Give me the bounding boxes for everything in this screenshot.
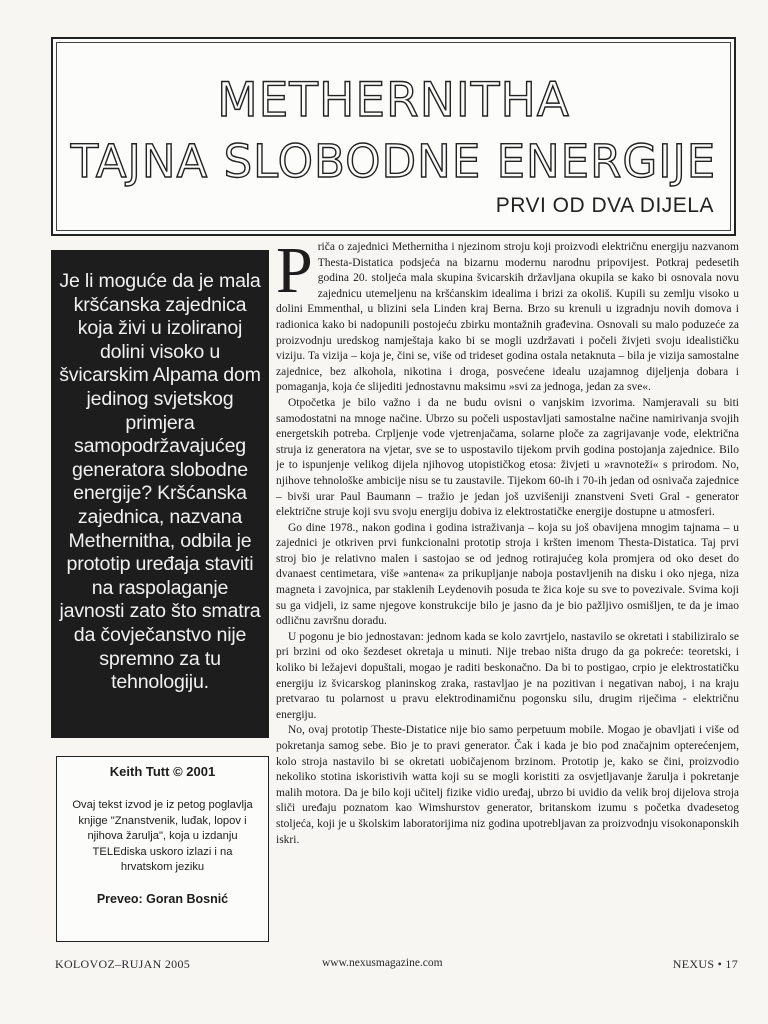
article-paragraph: No, ovaj prototip Theste-Distatice nije bio samo perpetuum mobile. Mogao je obavljati i više od pokretanja samog sebe. Bio je to pravi generator. Čak i kada je bio pod značajnim opterećenjem, kolo stroja nastavilo bi se okretati uobičajenom brzinom. Prototip je, kako se čini, proizvodio nekoliko stotina iskoristivih watta koji su se mogli koristiti za osvjetljavanje žarulja i pokretanje malih motora. Da je bilo koji učitelj fizike vidio uređaj, ubrzo bi uvidio da velik broj dijelova stroja sliči uređaju poznatom kao Wimshurstov generator, britanskom izumu s početka dvadesetog stoljeća, koji je u školskim laboratorijima niz godina upotrebljavan za proizvodnju visokonaponskih iskri.	[276, 724, 739, 846]
article-paragraph: U pogonu je bio jednostavan: jednom kada se kolo zavrtjelo, nastavilo se okretati i stabiliziralo se pri brzini od oko šezdeset okretaja u minuti. Nije trebao ništa drugo da ga pokreće: teoretski, i koliko bi ležajevi dopuštali, mogao je raditi beskonačno. Da bi to postigao, crpio je elektrostatičku energiju iz švicarskog planinskog zraka, rastavljao je na pozitivan i negativan naboj, i na kraju pretvarao tu polarnost u pravu elektrodinamičnu pogonsku silu, drugim riječima - električnu energiju.	[276, 630, 739, 721]
article-paragraph: Otpočetka je bilo važno i da ne budu ovisni o vanjskim izvorima. Namjeravali su biti samodostatni na mnoge načine. Ubrzo su počeli uspostavljati samostalne načine namirivanja svojih energetskih potreba. Crpljenje vode vjetrenjačama, solarne ploče za zagrijavanje vode, električna struja iz generatora na vjetar, sve se to uspostavilo tijekom prvih godina postojanja zajednice. Bilo je to ispunjenje velikog dijela njihovog utopističkog etosa: živjeti u »ravnoteži« s prirodom. No, njihove tehnološke ambicije nisu se tu zaustavile. Tijekom 60-ih i 70-ih jedan od osnivača zajednice – bivši urar Paul Baumann – tražio je jedan još uzvišeniji znanstveni Sveti Gral - generator električne struje koji svu svoju energiju dobiva iz elektrostatičke energije dostupne u atmosferi.	[276, 396, 739, 519]
translator-credit: Preveo: Goran Bosnić	[96, 891, 229, 906]
pull-quote-text: Je li moguće da je mala kršćanska zajednica koja živi u izoliranoj dolini visoko u švicarskim Alpama dom jedinog svjetskog primjera samopodržavajućeg generatora slobodne energije? Kršćanska zajednica, nazvana Methernitha, odbila je prototip uređaja staviti na raspolaganje javnosti zato što smatra da čovječanstvo nije spremno za tu tehnologiju.	[59, 270, 261, 694]
article-title-line2: TAJNA SLOBODNE ENERGIJE	[70, 135, 717, 188]
drop-cap: P	[276, 240, 313, 307]
article-subtitle: PRVI OD DVA DIJELA	[495, 194, 714, 217]
source-note: Ovaj tekst izvod je iz petog poglavlja knjige "Znanstvenik, luđak, lopov i njihova žarulja", koja u izdanju TELEdiska uskoro izlazi i na hrvatskom jeziku	[72, 799, 253, 873]
website-url: www.nexusmagazine.com	[322, 957, 443, 969]
article-title: METHERNITHA	[217, 73, 570, 128]
page-number: NEXUS • 17	[672, 957, 738, 971]
title-box	[51, 37, 736, 236]
article-paragraph: Priča o zajednici Methernitha i njezinom stroju koji proizvodi električnu energiju nazvanom Thesta-Distatica podsjeća na bizarnu modernu narodnu pripovijest. Potkraj pedesetih godina 20. stoljeća mala skupina švicarskih državljana okupila se kako bi osnovala novu zajednicu utemeljenu na kršćanskim idealima i brizi za okoliš. Kupili su zemlju visoko u dolini Emmenthal, u blizini sela Linden kraj Berna. Brzo su krenuli u izgradnju novih domova i radionica kako bi nadopunili postojeću zbirku montažnih građevina. Osnovali su malo poduzeće za proizvodnju uredskog namještaja kako bi se mogli uzdržavati i počeli živjeti svoju idealističku viziju. Ta vizija – koja je, čini se, više od trideset godina ostala netaknuta – bila je vizija samostalne zajednice, bez alkohola, nikotina i droga, posvećene idealu uzajamnog dijeljenja dobara i pomaganja, koja će slijediti jednostavnu maksimu »svi za jednoga, jedan za sve«.	[276, 240, 739, 394]
article-paragraph: Go dine 1978., nakon godina i godina istraživanja – koja su još obavijena mnogim tajnama – u zajednici je otkriven prvi funkcionalni prototip stroja i kršten imenom Thesta-Distatica. Taj prvi stroj bio je relativno malen i sastojao se od jednog rotirajućeg kola promjera od oko deset do dvanaest centimetara, više »antena« za prikupljanje naboja postavljenih na disku i oko njega, niza magneta i zavojnica, par staklenih Leydenovih posuda te žica koje su sve to povezivale. Svima koji su ga vidjeli, iz same njegove konstrukcije bilo je jasno da je bio pažljivo osmišljen, te da je imao odličnu završnu doradu.	[276, 521, 739, 628]
author-credit: Keith Tutt © 2001	[109, 764, 216, 779]
pull-quote-sidebar	[51, 250, 269, 738]
credit-box	[56, 756, 269, 942]
page-footer	[0, 957, 768, 975]
article-body	[276, 240, 739, 945]
issue-date: KOLOVOZ–RUJAN 2005	[55, 957, 191, 971]
